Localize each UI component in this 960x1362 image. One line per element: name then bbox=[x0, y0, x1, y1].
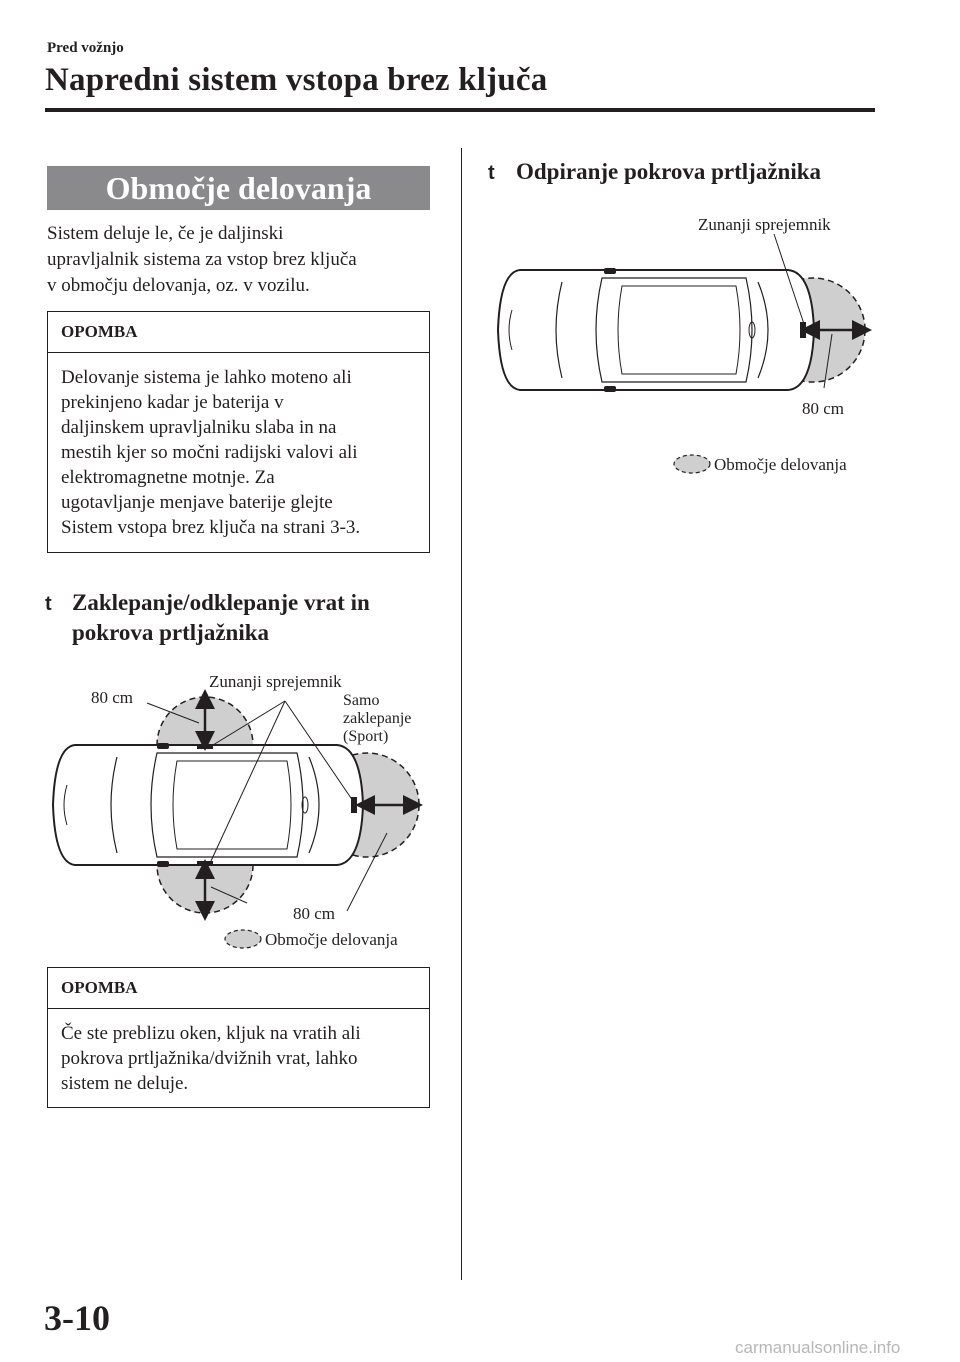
range-label-bottom: 80 cm bbox=[293, 904, 336, 923]
note-heading: OPOMBA bbox=[48, 968, 429, 1009]
note-line: mestih kjer so močni radijski valovi ali bbox=[61, 442, 358, 463]
note-line: Sistem vstopa brez ključa na strani 3-3. bbox=[61, 517, 361, 538]
legend-swatch bbox=[225, 930, 261, 948]
intro-line: upravljalnik sistema za vstop brez ključa bbox=[47, 249, 357, 270]
lock-only-label: zaklepanje bbox=[343, 710, 412, 727]
subsection-heading bbox=[488, 157, 821, 188]
watermark: carmanualsonline.info bbox=[735, 1338, 901, 1357]
subsection-heading bbox=[45, 588, 370, 645]
intro-paragraph bbox=[47, 221, 437, 299]
bullet-marker: t bbox=[45, 593, 52, 615]
title-rule bbox=[45, 108, 875, 112]
lock-only-label: (Sport) bbox=[343, 728, 389, 745]
note-heading: OPOMBA bbox=[48, 312, 429, 353]
legend-label: Območje delovanja bbox=[265, 930, 398, 949]
note-line: ugotavljanje menjave baterije glejte bbox=[61, 492, 333, 513]
page-number: 3-10 bbox=[44, 1298, 110, 1338]
section-banner: Območje delovanja bbox=[47, 166, 430, 210]
note-body bbox=[48, 1009, 429, 1106]
column-divider bbox=[461, 148, 462, 1280]
note-line: elektromagnetne motnje. Za bbox=[61, 467, 275, 488]
subsection-title-line: Odpiranje pokrova prtljažnika bbox=[516, 159, 821, 184]
note-box bbox=[47, 967, 430, 1108]
note-line: Delovanje sistema je lahko moteno ali bbox=[61, 367, 352, 388]
range-label: 80 cm bbox=[802, 399, 845, 418]
legend-label: Območje delovanja bbox=[714, 455, 847, 474]
legend-swatch bbox=[674, 455, 710, 473]
page-title: Napredni sistem vstopa brez ključa bbox=[45, 62, 548, 98]
note-box bbox=[47, 311, 430, 553]
intro-line: Sistem deluje le, če je daljinski bbox=[47, 223, 284, 244]
note-line: Če ste preblizu oken, kljuk na vratih ali bbox=[61, 1023, 361, 1044]
car-top-view bbox=[53, 743, 363, 867]
range-label-top: 80 cm bbox=[91, 688, 134, 707]
subsection-title-line: pokrova prtljažnika bbox=[72, 620, 270, 645]
intro-line: v območju delovanja, oz. v vozilu. bbox=[47, 275, 310, 296]
operating-range-diagram-lock bbox=[47, 665, 427, 955]
bullet-marker: t bbox=[488, 162, 495, 184]
note-line: pokrova prtljažnika/dvižnih vrat, lahko bbox=[61, 1048, 358, 1069]
antenna-label: Zunanji sprejemnik bbox=[698, 215, 831, 234]
lock-only-label: Samo bbox=[343, 692, 380, 709]
note-line: daljinskem upravljalniku slaba in na bbox=[61, 417, 337, 438]
note-body bbox=[48, 353, 429, 550]
car-top-view bbox=[498, 268, 814, 392]
note-line: sistem ne deluje. bbox=[61, 1073, 189, 1094]
antenna-label: Zunanji sprejemnik bbox=[209, 672, 342, 691]
operating-range-diagram-liftgate bbox=[488, 210, 873, 480]
note-line: prekinjeno kadar je baterija v bbox=[61, 392, 284, 413]
chapter-label: Pred vožnjo bbox=[47, 40, 124, 56]
subsection-title-line: Zaklepanje/odklepanje vrat in bbox=[72, 590, 370, 615]
